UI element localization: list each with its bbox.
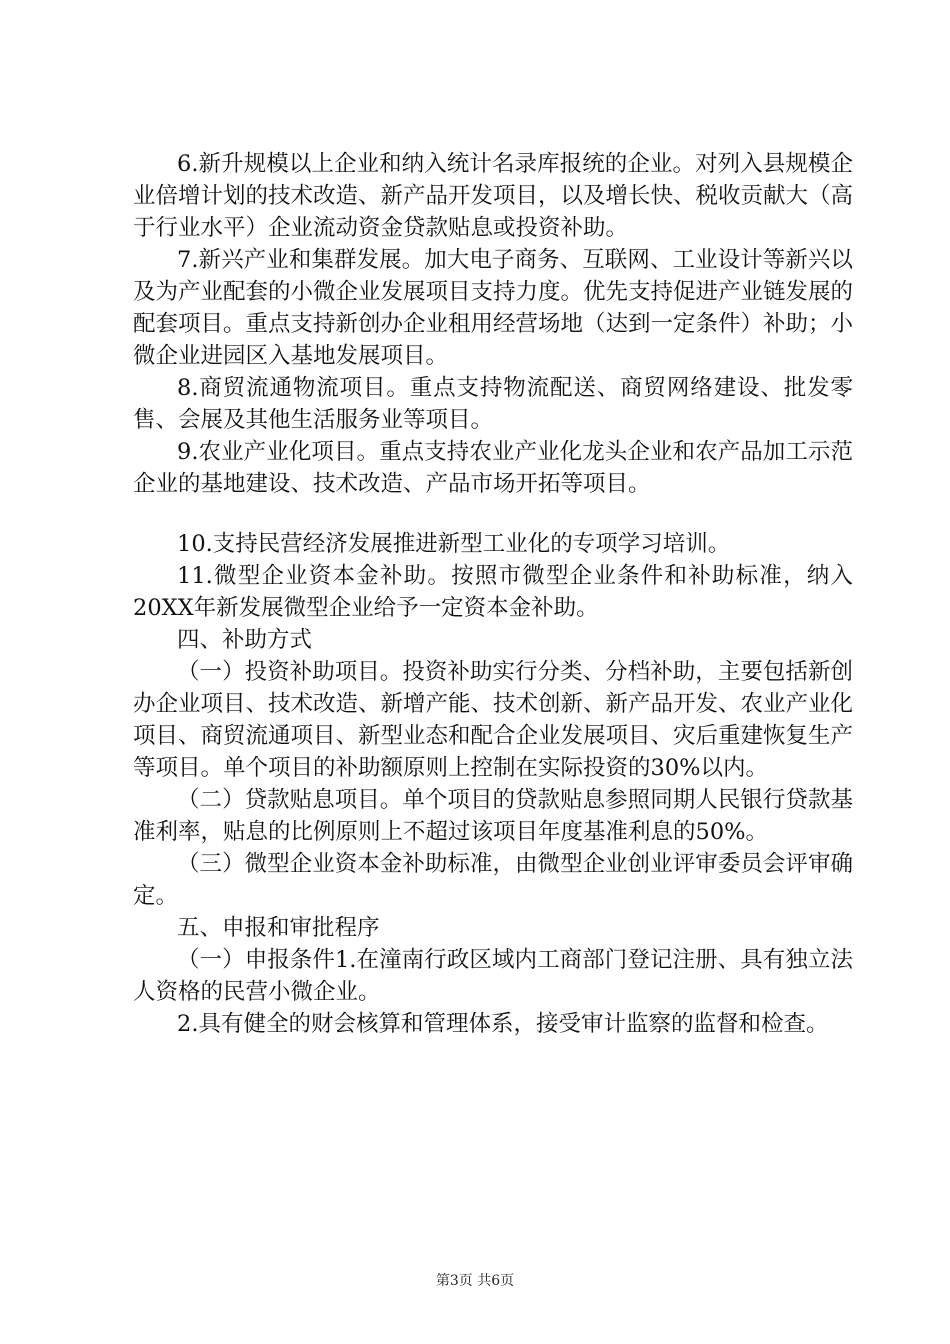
paragraph-condition-2: 2.具有健全的财会核算和管理体系，接受审计监察的监督和检查。 <box>177 1011 829 1037</box>
paragraph-investment-subsidy: （一）投资补助项目。投资补助实行分类、分档补助，主要包括新创办企业项目、技术改造、新增产能、技术创新、新产品开发、农业产业化项目、商贸流通项目、新型业态和配合企业发展项目、灾后重建恢复生产等项目。单个项目的补助额原则上控制在实际投资的30%以内。 <box>133 659 854 781</box>
paragraph-capital-subsidy: （三）微型企业资本金补助标准，由微型企业创业评审委员会评审确定。 <box>133 851 853 909</box>
section-heading-application-procedure: 五、申报和审批程序 <box>177 915 380 941</box>
paragraph-item-7: 7.新兴产业和集群发展。加大电子商务、互联网、工业设计等新兴以及为产业配套的小微企业发展项目支持力度。优先支持促进产业链发展的配套项目。重点支持新创办企业租用经营场地（达到一定条件）补助；小微企业进园区入基地发展项目。 <box>133 247 854 369</box>
paragraph-item-10: 10.支持民营经济发展推进新型工业化的专项学习培训。 <box>177 531 731 557</box>
paragraph-item-9: 9.农业产业化项目。重点支持农业产业化龙头企业和农产品加工示范企业的基地建设、技术改造、产品市场开拓等项目。 <box>133 439 853 497</box>
document-body <box>133 148 853 1040</box>
page-number-footer: 第3页 共6页 <box>435 1273 515 1289</box>
paragraph-loan-interest: （二）贷款贴息项目。单个项目的贷款贴息参照同期人民银行贷款基准利率，贴息的比例原则上不超过该项目年度基准利息的50%。 <box>133 787 853 845</box>
section-heading-subsidy-method: 四、补助方式 <box>177 627 313 653</box>
paragraph-item-6: 6.新升规模以上企业和纳入统计名录库报统的企业。对列入县规模企业倍增计划的技术改造、新产品开发项目，以及增长快、税收贡献大（高于行业水平）企业流动资金贷款贴息或投资补助。 <box>133 151 854 241</box>
paragraph-item-11: 11.微型企业资本金补助。按照市微型企业条件和补助标准，纳入20XX年新发展微型企业给予一定资本金补助。 <box>133 563 853 621</box>
paragraph-item-8: 8.商贸流通物流项目。重点支持物流配送、商贸网络建设、批发零售、会展及其他生活服务业等项目。 <box>133 375 853 433</box>
paragraph-application-conditions: （一）申报条件1.在潼南行政区域内工商部门登记注册、具有独立法人资格的民营小微企业。 <box>133 947 853 1005</box>
